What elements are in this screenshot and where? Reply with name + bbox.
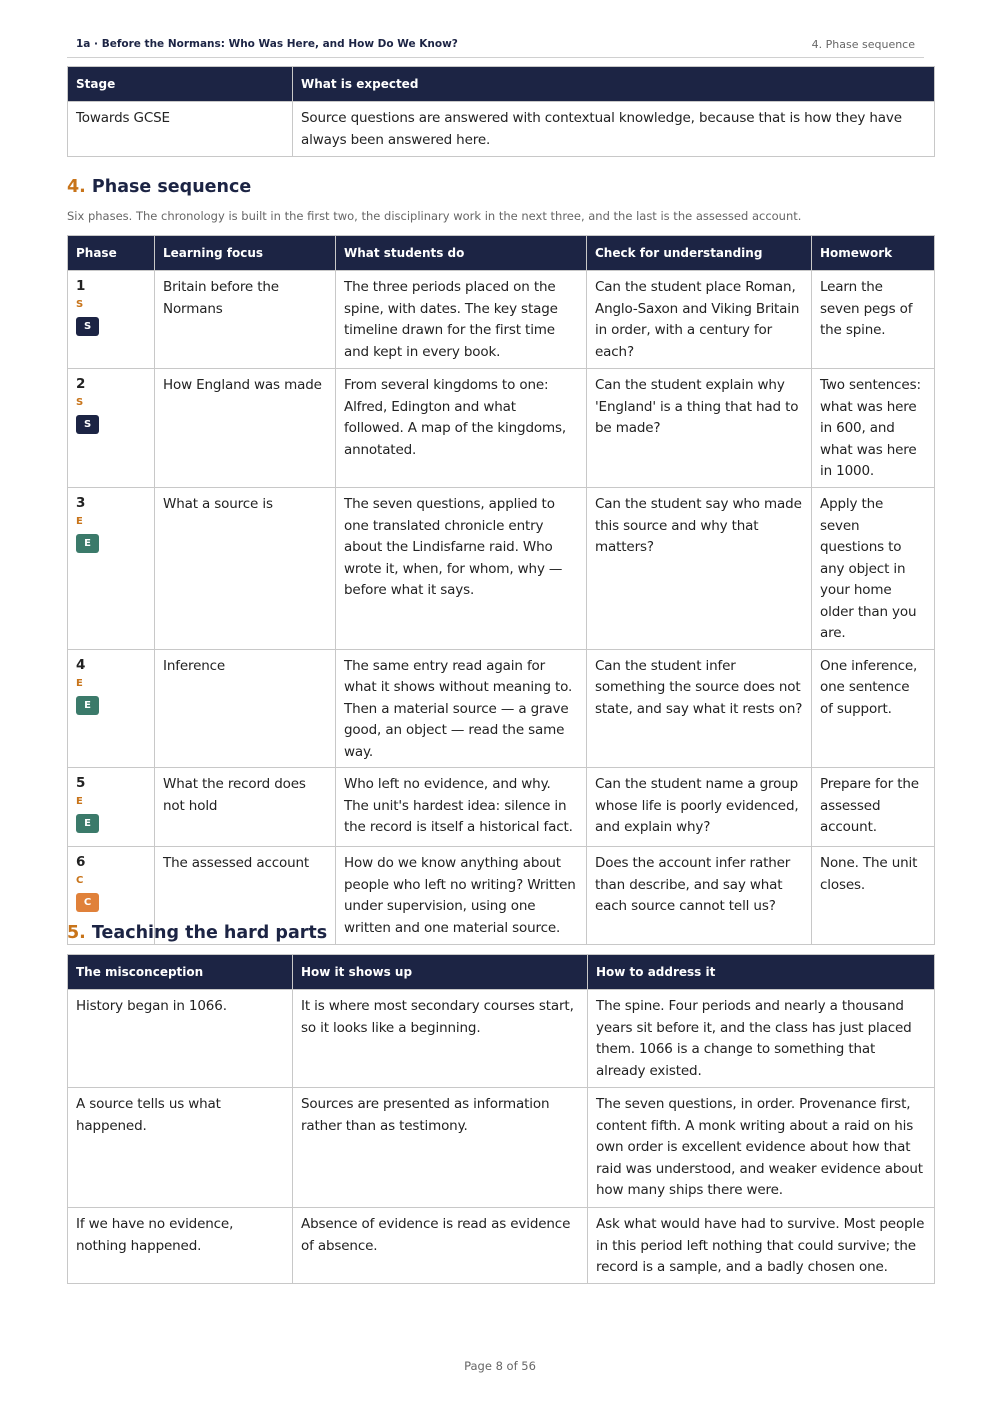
stage-table-header	[68, 67, 935, 102]
phase-cell	[68, 768, 155, 847]
focus-cell: The assessed account	[155, 847, 336, 945]
page-header	[67, 37, 924, 58]
expected-cell: Source questions are answered with contextual knowledge, because that is how they have always been answered here.	[293, 102, 935, 157]
section-title: Teaching the hard parts	[91, 923, 328, 943]
shows-up-cell: Absence of evidence is read as evidence of absence.	[293, 1208, 588, 1284]
phase-number: 1	[76, 278, 86, 294]
phase-badge: C	[76, 893, 99, 912]
check-cell: Can the student infer something the source does not state, and say what it rests on?	[587, 649, 812, 768]
phase-letter: E	[76, 677, 83, 689]
shows-up-cell: Sources are presented as information rather than as testimony.	[293, 1088, 588, 1208]
homework-cell: Prepare for the assessed account.	[812, 768, 935, 847]
phase-table-header	[68, 236, 935, 271]
homework-col-header: Homework	[812, 236, 935, 271]
address-cell: The seven questions, in order. Provenance first, content fifth. A monk writing about a raid on his own order is excellent evidence about how that raid was understood, and weaker evidence about how many ships there were.	[588, 1088, 935, 1208]
stage-col-header: Stage	[68, 67, 293, 102]
table-row	[68, 990, 935, 1088]
homework-cell: Learn the seven pegs of the spine.	[812, 271, 935, 369]
section-title: Phase sequence	[91, 177, 252, 197]
table-row	[68, 488, 935, 650]
address-cell: Ask what would have had to survive. Most people in this period left nothing that could survive; the record is a sample, and a badly chosen one.	[588, 1208, 935, 1284]
expected-col-header: What is expected	[293, 67, 935, 102]
phase-col-header: Phase	[68, 236, 155, 271]
phase-letter: C	[76, 875, 84, 886]
table-row	[68, 1088, 935, 1208]
phase-cell	[68, 488, 155, 650]
phase-table	[67, 235, 935, 945]
phase-letter: S	[76, 397, 84, 408]
hard-parts-heading	[67, 923, 327, 943]
phase-letter: E	[76, 796, 83, 807]
address-col-header: How to address it	[588, 955, 935, 990]
focus-cell: Inference	[155, 649, 336, 768]
table-row	[68, 649, 935, 768]
phase-number: 6	[76, 854, 86, 870]
phase-section-heading	[67, 177, 251, 197]
check-cell: Can the student place Roman, Anglo-Saxon and Viking Britain in order, with a century for each?	[587, 271, 812, 369]
do-cell: From several kingdoms to one: Alfred, Edington and what followed. A map of the kingdoms, annotated.	[336, 369, 587, 488]
check-cell: Does the account infer rather than describe, and say what each source cannot tell us?	[587, 847, 812, 945]
phase-badge: E	[76, 534, 99, 553]
phase-number: 2	[76, 376, 86, 392]
focus-cell: Britain before the Normans	[155, 271, 336, 369]
phase-badge: S	[76, 415, 99, 434]
homework-cell: Apply the seven questions to any object in your home older than you are.	[812, 488, 935, 650]
do-cell: The seven questions, applied to one translated chronicle entry about the Lindisfarne raid. Who wrote it, when, for whom, why — before what it says.	[336, 488, 587, 650]
table-row	[68, 1208, 935, 1284]
homework-cell: One inference, one sentence of support.	[812, 649, 935, 768]
phase-badge: S	[76, 317, 99, 336]
stage-cell: Towards GCSE	[68, 102, 293, 157]
document-title: 1a · Before the Normans: Who Was Here, and How Do We Know?	[76, 38, 458, 50]
homework-cell: Two sentences: what was here in 600, and what was here in 1000.	[812, 369, 935, 488]
table-row	[68, 102, 935, 157]
focus-cell: What the record does not hold	[155, 768, 336, 847]
do-cell: The same entry read again for what it shows without meaning to. Then a material source — a grave good, an object — read the same way.	[336, 649, 587, 768]
check-cell: Can the student say who made this source and why that matters?	[587, 488, 812, 650]
section-number: 5.	[67, 923, 86, 943]
phase-letter: E	[76, 516, 83, 527]
check-cell: Can the student name a group whose life is poorly evidenced, and explain why?	[587, 768, 812, 847]
misconceptions-table-header	[68, 955, 935, 990]
table-row	[68, 271, 935, 369]
phase-intro: Six phases. The chronology is built in the first two, the disciplinary work in the next three, and the last is the assessed account.	[67, 209, 802, 223]
page-number: Page 8 of 56	[464, 1359, 536, 1373]
phase-number: 5	[76, 775, 86, 791]
do-cell: How do we know anything about people who left no writing? Written under supervision, using one written and one material source.	[336, 847, 587, 945]
misconception-col-header: The misconception	[68, 955, 293, 990]
homework-cell: None. The unit closes.	[812, 847, 935, 945]
misconception-cell: If we have no evidence, nothing happened.	[68, 1208, 293, 1284]
phase-number: 4	[76, 656, 86, 673]
shows-up-col-header: How it shows up	[293, 955, 588, 990]
phase-badge: E	[76, 696, 99, 715]
phase-cell	[68, 271, 155, 369]
check-col-header: Check for understanding	[587, 236, 812, 271]
shows-up-cell: It is where most secondary courses start, so it looks like a beginning.	[293, 990, 588, 1088]
misconceptions-table	[67, 954, 935, 1284]
focus-cell: How England was made	[155, 369, 336, 488]
focus-cell: What a source is	[155, 488, 336, 650]
stage-table	[67, 66, 935, 157]
section-label: 4. Phase sequence	[811, 38, 915, 51]
misconception-cell: A source tells us what happened.	[68, 1088, 293, 1208]
phase-cell	[68, 649, 155, 768]
do-cell: Who left no evidence, and why. The unit's hardest idea: silence in the record is itself a historical fact.	[336, 768, 587, 847]
table-row	[68, 369, 935, 488]
do-col-header: What students do	[336, 236, 587, 271]
misconception-cell: History began in 1066.	[68, 990, 293, 1088]
phase-cell	[68, 369, 155, 488]
address-cell: The spine. Four periods and nearly a thousand years sit before it, and the class has just placed them. 1066 is a change to something that already existed.	[588, 990, 935, 1088]
check-cell: Can the student explain why 'England' is a thing that had to be made?	[587, 369, 812, 488]
do-cell: The three periods placed on the spine, with dates. The key stage timeline drawn for the first time and kept in every book.	[336, 271, 587, 369]
phase-badge: E	[76, 814, 99, 833]
phase-number: 3	[76, 495, 86, 511]
phase-letter: S	[76, 299, 84, 310]
table-row	[68, 768, 935, 847]
focus-col-header: Learning focus	[155, 236, 336, 271]
section-number: 4.	[67, 177, 86, 197]
